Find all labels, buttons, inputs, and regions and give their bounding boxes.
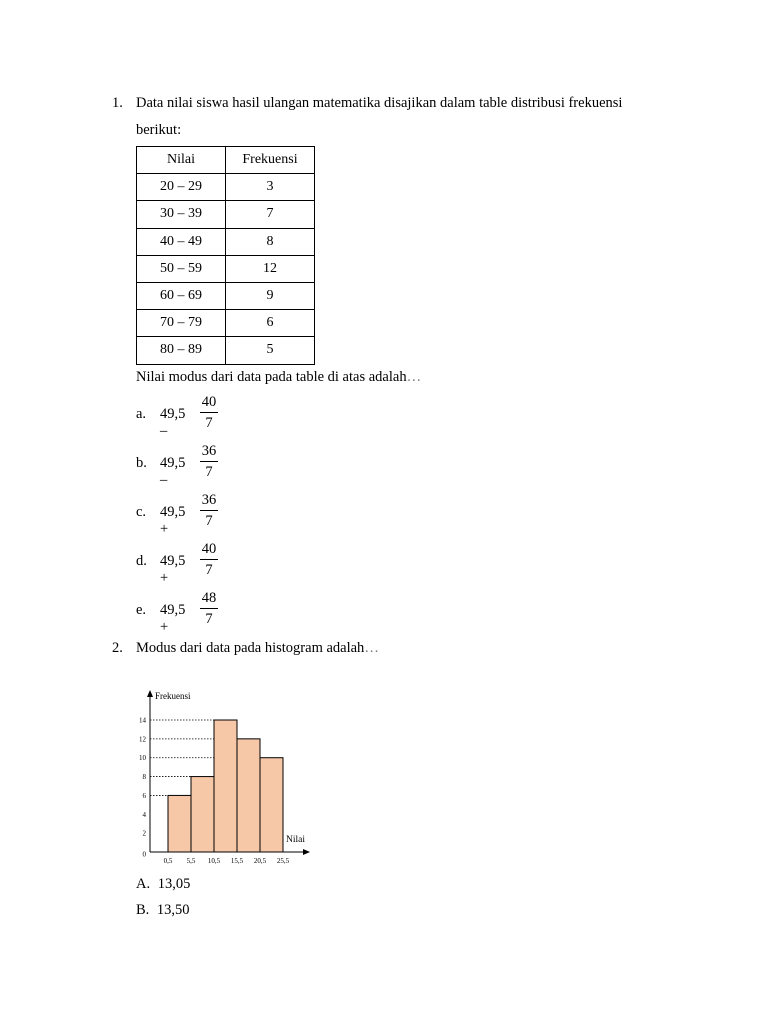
table-row (137, 201, 315, 228)
option-base: 49,5 – (160, 455, 186, 488)
option-label: e. (136, 602, 147, 618)
histogram-bar (260, 758, 283, 852)
histogram-chart (130, 684, 320, 866)
q1-question-text: Nilai modus dari data pada table di atas adalah (136, 369, 407, 385)
q1-number: 1. (112, 95, 123, 111)
fraction-denominator: 7 (205, 562, 213, 578)
fraction-numerator: 40 (201, 541, 217, 557)
q2-question-text: Modus dari data pada histogram adalah (136, 640, 365, 656)
fraction-bar (200, 608, 218, 609)
option-label: a. (136, 406, 147, 422)
table-header-frekuensi: Frekuensi (226, 147, 315, 174)
x-tick-label: 0,5 (163, 857, 173, 865)
histogram-bar (237, 739, 260, 852)
fraction-bar (200, 461, 218, 462)
table-cell-nilai: 80 – 89 (137, 337, 226, 364)
frequency-table (136, 146, 315, 365)
option-label: A. (136, 876, 151, 892)
option-base: 49,5 + (160, 504, 186, 537)
q1-text-line1: Data nilai siswa hasil ulangan matematika disajikan dalam table distribusi frekuensi (136, 95, 623, 111)
x-axis-arrow (303, 849, 310, 855)
fraction-denominator: 7 (205, 415, 213, 431)
fraction-numerator: 36 (201, 492, 217, 508)
x-tick-label: 25,5 (276, 857, 290, 865)
q2-number: 2. (112, 640, 123, 656)
x-axis-label: Nilai (286, 835, 305, 845)
table-row (137, 310, 315, 337)
option-fraction (200, 540, 218, 579)
option-fraction (200, 393, 218, 432)
table-cell-frekuensi: 9 (226, 282, 315, 309)
q1-question (136, 369, 421, 386)
table-header-nilai: Nilai (137, 147, 226, 174)
table-header-row (137, 147, 315, 174)
option-base: 49,5 – (160, 406, 186, 439)
y-tick-label: 14 (139, 716, 146, 725)
x-tick-label: 5,5 (186, 857, 196, 865)
q2-option-b[interactable] (136, 902, 190, 919)
table-row (137, 228, 315, 255)
q1-text-line2: berikut: (136, 122, 182, 138)
histogram-bar (214, 720, 237, 852)
table-row (137, 255, 315, 282)
q2-option-a[interactable] (136, 876, 190, 893)
x-tick-label: 20,5 (253, 857, 267, 865)
fraction-bar (200, 412, 218, 413)
table-cell-frekuensi: 12 (226, 255, 315, 282)
y-axis-arrow (147, 690, 153, 697)
option-label: c. (136, 504, 147, 520)
table-row (137, 282, 315, 309)
fraction-bar (200, 510, 218, 511)
fraction-bar (200, 559, 218, 560)
q1-ellipsis: … (406, 369, 422, 385)
fraction-numerator: 36 (201, 443, 217, 459)
table-cell-frekuensi: 5 (226, 337, 315, 364)
x-tick-label: 15,5 (230, 857, 244, 865)
table-cell-nilai: 60 – 69 (137, 282, 226, 309)
y-tick-label: 12 (139, 735, 146, 744)
table-cell-nilai: 20 – 29 (137, 174, 226, 201)
fraction-numerator: 48 (201, 590, 217, 606)
q2-question (136, 640, 379, 657)
option-base: 49,5 + (160, 602, 186, 635)
table-cell-nilai: 50 – 59 (137, 255, 226, 282)
table-cell-frekuensi: 8 (226, 228, 315, 255)
x-tick-label: 10,5 (207, 857, 221, 865)
option-label: d. (136, 553, 147, 569)
y-tick-label: 10 (139, 754, 146, 763)
option-fraction (200, 442, 218, 481)
option-value: 13,50 (156, 902, 190, 918)
y-tick-label: 4 (142, 810, 146, 819)
fraction-denominator: 7 (205, 464, 213, 480)
histogram-bar (191, 777, 214, 852)
q2-ellipsis: … (364, 640, 379, 656)
option-base: 49,5 + (160, 553, 186, 586)
fraction-denominator: 7 (205, 611, 213, 627)
y-tick-label: 0 (142, 850, 146, 859)
histogram-bar (168, 795, 191, 852)
y-tick-label: 8 (142, 773, 146, 782)
table-cell-nilai: 70 – 79 (137, 310, 226, 337)
y-tick-label: 2 (142, 829, 146, 838)
table-row (137, 174, 315, 201)
table-cell-nilai: 30 – 39 (137, 201, 226, 228)
option-fraction (200, 589, 218, 628)
fraction-denominator: 7 (205, 513, 213, 529)
y-axis-label: Frekuensi (155, 691, 191, 701)
y-tick-label: 6 (142, 791, 146, 800)
table-cell-frekuensi: 7 (226, 201, 315, 228)
table-cell-frekuensi: 6 (226, 310, 315, 337)
option-label: B. (136, 902, 150, 918)
option-fraction (200, 491, 218, 530)
option-label: b. (136, 455, 147, 471)
fraction-numerator: 40 (201, 394, 217, 410)
table-cell-nilai: 40 – 49 (137, 228, 226, 255)
table-row (137, 337, 315, 364)
option-value: 13,05 (157, 876, 191, 892)
table-cell-frekuensi: 3 (226, 174, 315, 201)
